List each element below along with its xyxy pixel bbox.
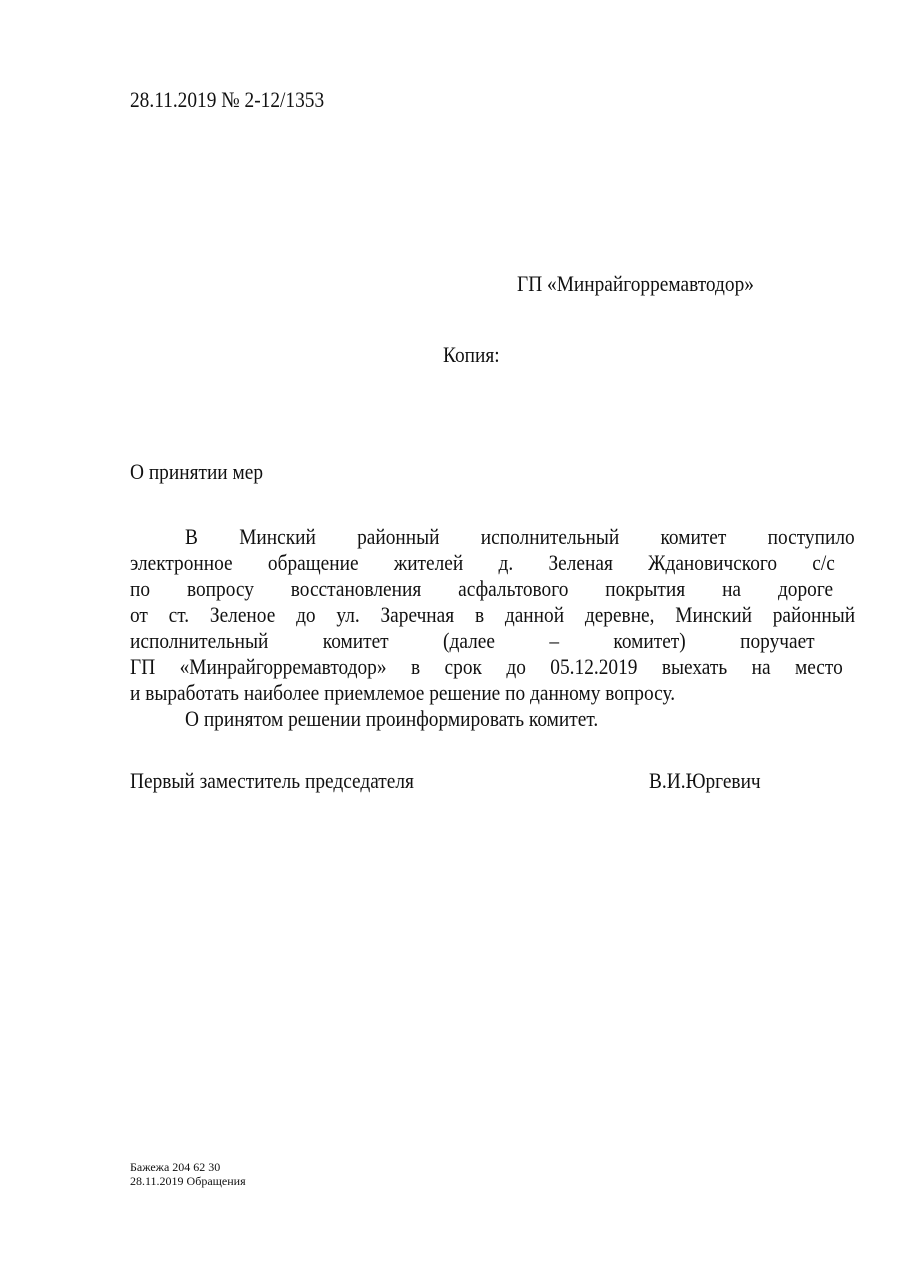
body-line: электронное обращение жителей д. Зеленая Ждановичского с/с bbox=[130, 550, 835, 575]
body-line: от ст. Зеленое до ул. Заречная в данной деревне, Минский районный bbox=[130, 602, 856, 627]
subject: О принятии мер bbox=[130, 459, 264, 484]
signatory-position: Первый заместитель председателя bbox=[130, 768, 414, 793]
body-line: ГП «Минрайгорремавтодор» в срок до 05.12.2019 выехать на место bbox=[130, 654, 843, 679]
recipient: ГП «Минрайгорремавтодор» bbox=[517, 271, 754, 296]
body-line: и выработать наиболее приемлемое решение по данному вопросу. bbox=[130, 680, 676, 705]
date-and-number: 28.11.2019 № 2-12/1353 bbox=[130, 87, 325, 112]
body-line: исполнительный комитет (далее – комитет) поручает bbox=[130, 628, 815, 653]
copy-label: Копия: bbox=[443, 342, 500, 367]
footer-note: 28.11.2019 Обращения bbox=[130, 1174, 246, 1188]
body-line: О принятом решении проинформировать комитет. bbox=[185, 706, 599, 731]
signatory-name: В.И.Юргевич bbox=[649, 768, 761, 793]
executor-contact: Бажежа 204 62 30 bbox=[130, 1160, 221, 1174]
body-line: по вопросу восстановления асфальтового покрытия на дороге bbox=[130, 576, 834, 601]
body-line: В Минский районный исполнительный комитет поступило bbox=[185, 524, 855, 549]
